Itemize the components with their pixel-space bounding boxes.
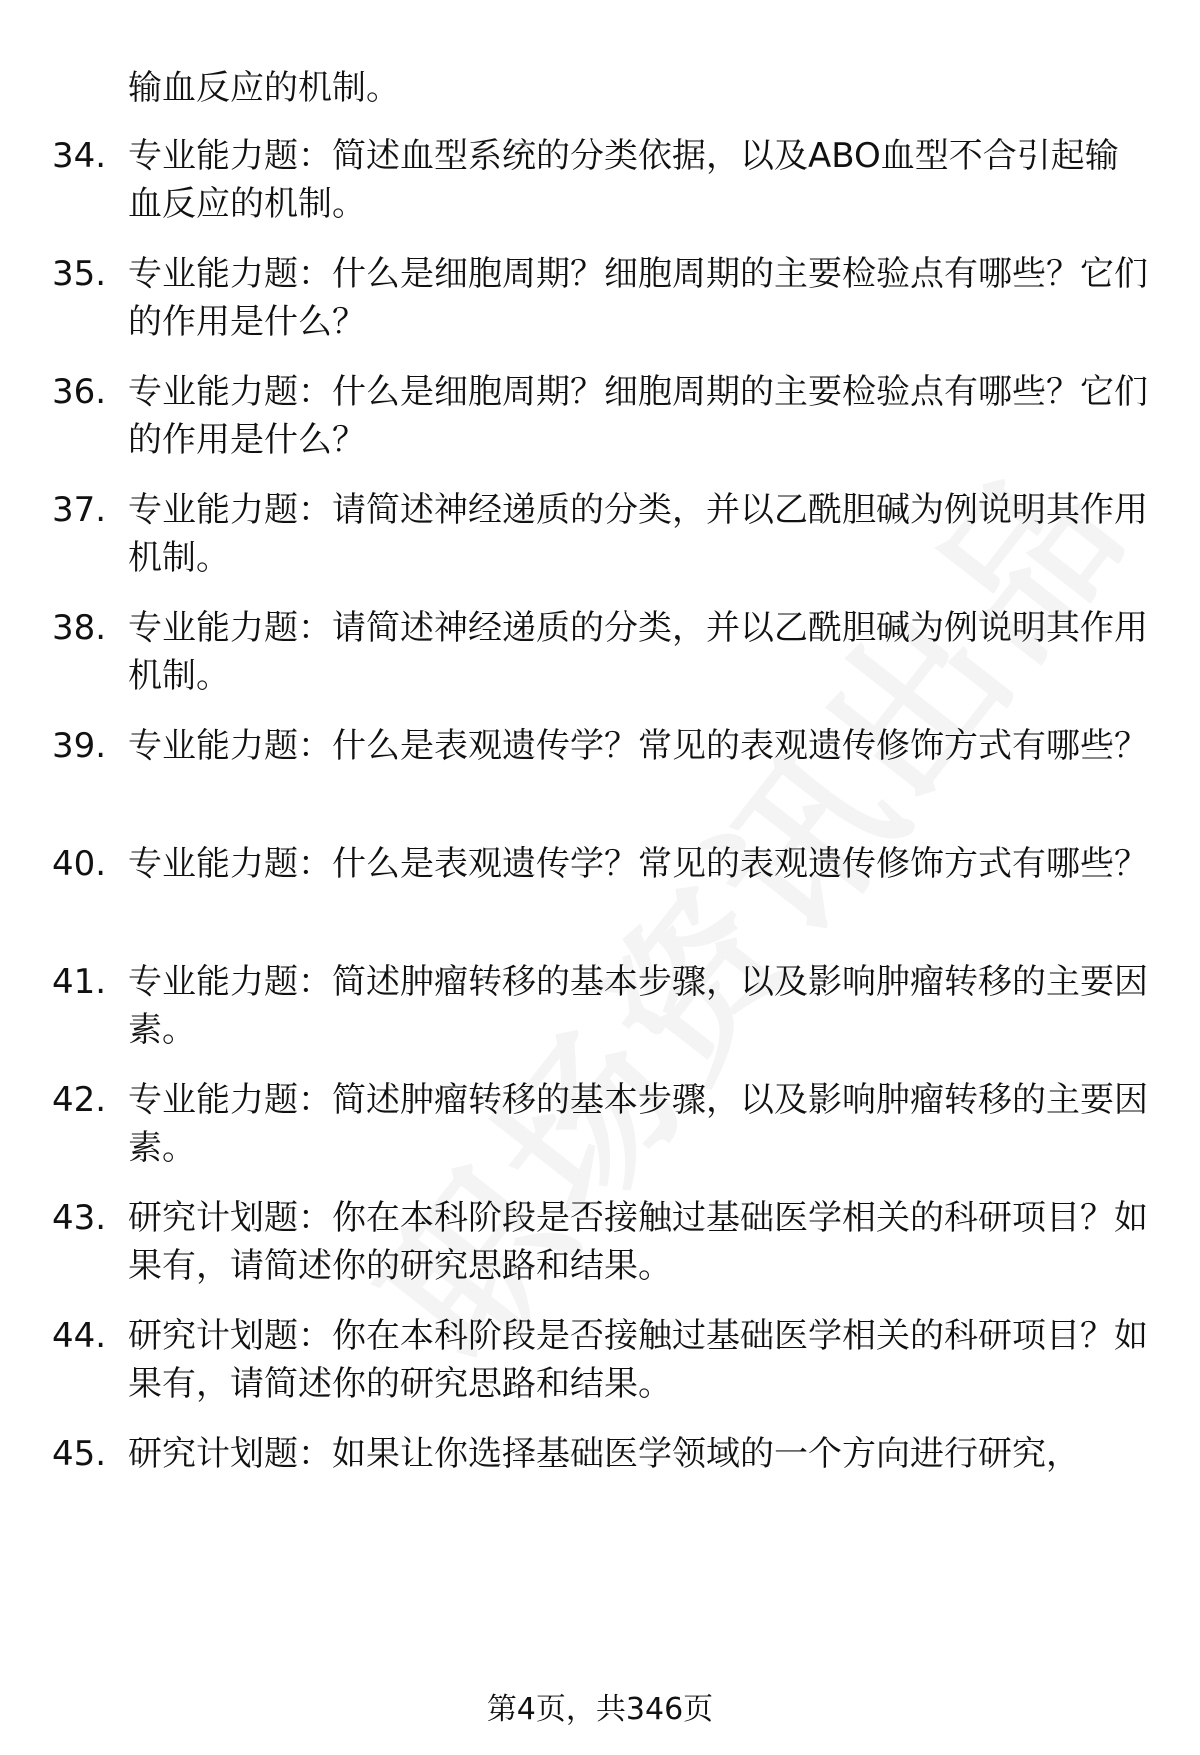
item-number: 41.: [52, 962, 107, 1002]
item-text: 研究计划题：如果让你选择基础医学领域的一个方向进行研究，: [128, 1434, 1080, 1474]
item-text: 专业能力题：简述肿瘤转移的基本步骤，以及影响肿瘤转移的主要因素。: [128, 962, 1148, 1050]
item-text: 研究计划题：你在本科阶段是否接触过基础医学相关的科研项目？如果有，请简述你的研究思路和结果。: [128, 1198, 1148, 1286]
item-text: 专业能力题：什么是表观遗传学？常见的表观遗传修饰方式有哪些？: [128, 844, 1148, 884]
item-number: 40.: [52, 844, 107, 884]
item-number: 38.: [52, 608, 107, 648]
item-text: 专业能力题：请简述神经递质的分类，并以乙酰胆碱为例说明其作用机制。: [128, 490, 1148, 578]
item-number: 42.: [52, 1080, 107, 1120]
page-footer: 第4页，共346页: [486, 1692, 714, 1727]
item-text: 专业能力题：请简述神经递质的分类，并以乙酰胆碱为例说明其作用机制。: [128, 608, 1148, 696]
item-number: 37.: [52, 490, 107, 530]
item-text: 专业能力题：简述肿瘤转移的基本步骤，以及影响肿瘤转移的主要因素。: [128, 1080, 1148, 1168]
item-number: 35.: [52, 254, 107, 294]
item-text: 专业能力题：什么是表观遗传学？常见的表观遗传修饰方式有哪些？: [128, 726, 1148, 766]
item-number: 39.: [52, 726, 107, 766]
item-number: 45.: [52, 1434, 107, 1474]
item-text: 专业能力题：简述血型系统的分类依据，以及ABO血型不合引起输血反应的机制。: [128, 136, 1119, 224]
item-text: 专业能力题：什么是细胞周期？细胞周期的主要检验点有哪些？它们的作用是什么？: [128, 254, 1148, 342]
item-number: 43.: [52, 1198, 107, 1238]
item-number: 36.: [52, 372, 107, 412]
item-text: 研究计划题：你在本科阶段是否接触过基础医学相关的科研项目？如果有，请简述你的研究思路和结果。: [128, 1316, 1148, 1404]
item-text: 专业能力题：什么是细胞周期？细胞周期的主要检验点有哪些？它们的作用是什么？: [128, 372, 1148, 460]
continuation-line: 输血反应的机制。: [128, 68, 400, 108]
item-number: 34.: [52, 136, 107, 176]
item-number: 44.: [52, 1316, 107, 1356]
